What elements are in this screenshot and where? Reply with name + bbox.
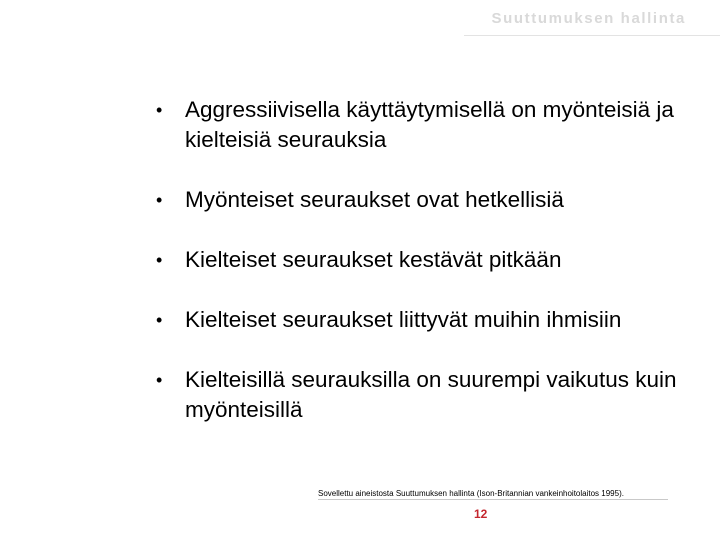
bullet-item [156,245,696,275]
bullet-dot-icon: • [156,190,163,210]
bullet-dot-icon: • [156,100,163,120]
bullet-text: Kielteisillä seurauksilla on suurempi vaikutus kuin myönteisillä [185,367,677,422]
page-number: 12 [474,507,488,521]
bullet-item [156,305,696,335]
source-citation: Sovellettu aineistosta Suuttumuksen hallinta (Ison-Britannian vankeinhoitolaitos 1995). [318,489,624,498]
bullet-text: Kielteiset seuraukset kestävät pitkään [185,247,562,272]
slide-header-title: Suuttumuksen hallinta [491,10,686,27]
bullet-dot-icon: • [156,310,163,330]
footer-divider [318,499,668,500]
header-divider [464,35,720,36]
bullet-text: Myönteiset seuraukset ovat hetkellisiä [185,187,564,212]
bullet-dot-icon: • [156,370,163,390]
bullet-item [156,185,696,215]
bullet-text: Kielteiset seuraukset liittyvät muihin ihmisiin [185,307,622,332]
bullet-list [156,95,696,455]
bullet-item [156,365,696,425]
bullet-item [156,95,696,155]
bullet-dot-icon: • [156,250,163,270]
bullet-text: Aggressiivisella käyttäytymisellä on myönteisiä ja kielteisiä seurauksia [185,97,674,152]
